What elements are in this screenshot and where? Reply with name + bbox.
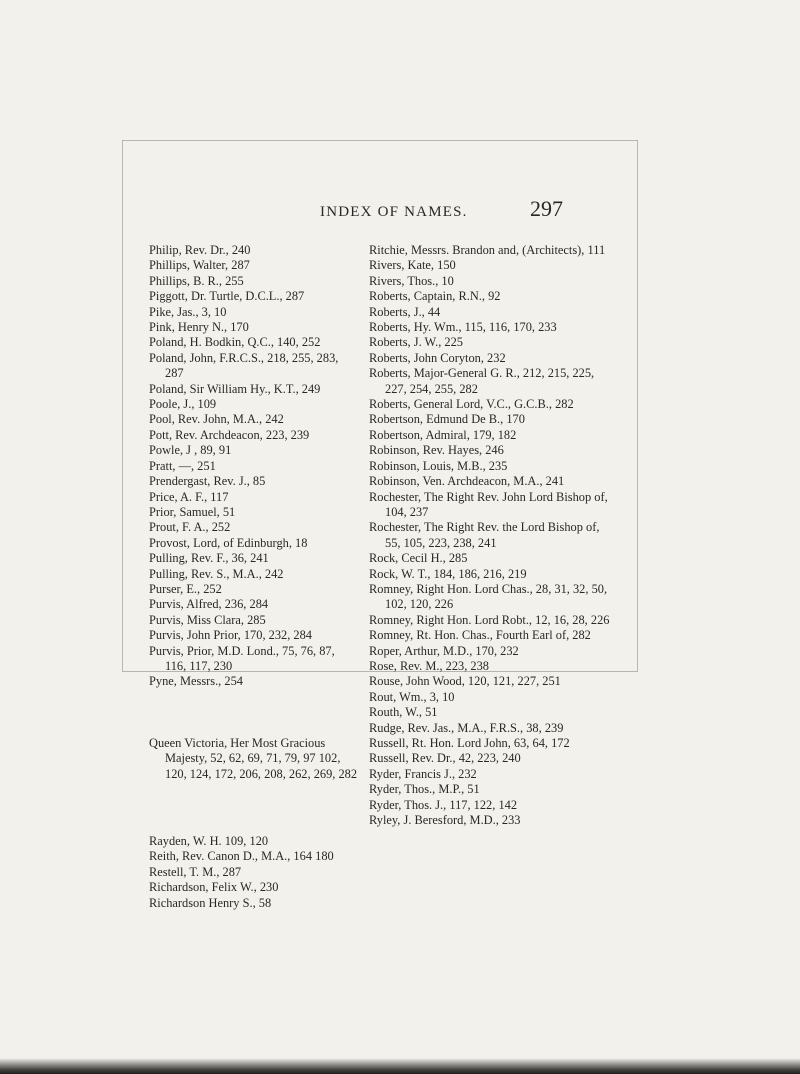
- index-entry: Philip, Rev. Dr., 240: [149, 243, 251, 257]
- index-entry: Purvis, Alfred, 236, 284: [149, 597, 269, 612]
- index-entry: Roberts, Captain, R.N., 92: [369, 289, 501, 304]
- index-entry: Ryder, Thos., M.P., 51: [369, 782, 480, 797]
- index-entry: Purvis, Prior, M.D. Lond., 75, 76, 87, 116, 117, 230: [149, 643, 335, 673]
- page-header: [0, 196, 800, 230]
- index-entry: Roberts, J. W., 225: [369, 335, 463, 350]
- index-entry: Roberts, General Lord, V.C., G.C.B., 282: [369, 397, 574, 412]
- index-entry: Russell, Rt. Hon. Lord John, 63, 64, 172: [369, 736, 570, 750]
- index-entry: Routh, W., 51: [369, 705, 438, 720]
- index-entry: Queen Victoria, Her Most Gracious Majesty, 52, 62, 69, 71, 79, 97 102, 120, 124, 172, 206, 208, 262, 269, 282: [149, 735, 358, 781]
- index-entry: Poland, Sir William Hy., K.T., 249: [149, 381, 321, 396]
- index-entry: Price, A. F., 117: [149, 489, 229, 504]
- index-entry: Romney, Right Hon. Lord Chas., 28, 31, 32, 50, 102, 120, 226: [369, 581, 608, 612]
- index-entry: Prout, F. A., 252: [149, 520, 231, 535]
- index-entry: Pyne, Messrs., 254: [149, 674, 243, 689]
- index-entry: Rudge, Rev. Jas., M.A., F.R.S., 38, 239: [369, 720, 564, 735]
- index-entry: Rochester, The Right Rev. John Lord Bishop of, 104, 237: [369, 489, 608, 519]
- index-entry: Roberts, Major-General G. R., 212, 215, 225, 227, 254, 255, 282: [369, 366, 595, 396]
- index-entry: Ryley, J. Beresford, M.D., 233: [369, 813, 521, 828]
- index-entry: Rose, Rev. M., 223, 238: [369, 658, 490, 673]
- index-title: INDEX OF NAMES.: [320, 204, 468, 220]
- index-entry: Purvis, Miss Clara, 285: [149, 612, 266, 627]
- index-entry: Rock, Cecil H., 285: [369, 551, 468, 566]
- index-entry: Rivers, Thos., 10: [369, 273, 454, 288]
- left-column: [149, 243, 359, 911]
- index-entry: Roberts, John Coryton, 232: [369, 350, 506, 365]
- index-entry: Provost, Lord, of Edinburgh, 18: [149, 535, 308, 550]
- index-entry: Ryder, Francis J., 232: [369, 766, 477, 781]
- index-entry: Poole, J., 109: [149, 397, 217, 412]
- index-entry: Russell, Rev. Dr., 42, 223, 240: [369, 751, 521, 766]
- index-entry: Poland, H. Bodkin, Q.C., 140, 252: [149, 335, 321, 350]
- index-entry: Romney, Rt. Hon. Chas., Fourth Earl of, 282: [369, 628, 591, 643]
- index-entry: Piggott, Dr. Turtle, D.C.L., 287: [149, 289, 305, 304]
- left-group-p: [149, 243, 359, 690]
- index-entry: Rouse, John Wood, 120, 121, 227, 251: [369, 674, 561, 689]
- index-entry: Richardson Henry S., 58: [149, 895, 272, 910]
- index-entry: Roper, Arthur, M.D., 170, 232: [369, 643, 519, 658]
- index-entry: Prior, Samuel, 51: [149, 504, 236, 519]
- index-entry: Purser, E., 252: [149, 581, 222, 596]
- index-entry: Robertson, Admiral, 179, 182: [369, 427, 517, 442]
- index-entry: Pulling, Rev. F., 36, 241: [149, 551, 269, 566]
- index-entry: Rivers, Kate, 150: [369, 258, 456, 273]
- index-entry: Robinson, Rev. Hayes, 246: [369, 443, 504, 458]
- index-entry: Pulling, Rev. S., M.A., 242: [149, 566, 284, 581]
- index-entry: Romney, Right Hon. Lord Robt., 12, 16, 28, 226: [369, 612, 610, 627]
- spacer: [149, 690, 359, 736]
- index-entry: Pike, Jas., 3, 10: [149, 304, 227, 319]
- index-entry: Reith, Rev. Canon D., M.A., 164 180: [149, 849, 334, 864]
- index-entry: Restell, T. M., 287: [149, 864, 242, 879]
- index-entry: Pink, Henry N., 170: [149, 320, 249, 335]
- index-entry: Roberts, J., 44: [369, 304, 441, 319]
- index-entry: Robinson, Louis, M.B., 235: [369, 458, 508, 473]
- index-entry: Phillips, Walter, 287: [149, 258, 250, 273]
- right-column: [369, 243, 614, 828]
- index-entry: Purvis, John Prior, 170, 232, 284: [149, 628, 313, 643]
- index-entry: Richardson, Felix W., 230: [149, 880, 279, 895]
- right-group-r: [369, 243, 614, 828]
- index-entry: Rock, W. T., 184, 186, 216, 219: [369, 566, 527, 581]
- index-entry: Poland, John, F.R.C.S., 218, 255, 283, 287: [149, 350, 339, 381]
- index-entry: Robertson, Edmund De B., 170: [369, 412, 525, 427]
- index-entry: Phillips, B. R., 255: [149, 273, 244, 288]
- index-entry: Powle, J , 89, 91: [149, 443, 232, 458]
- index-entry: Pott, Rev. Archdeacon, 223, 239: [149, 427, 310, 442]
- scan-shadow-edge: [0, 1058, 800, 1074]
- left-group-r: [149, 834, 359, 911]
- left-group-q: [149, 736, 359, 782]
- index-entry: Ryder, Thos. J., 117, 122, 142: [369, 797, 518, 812]
- index-entry: Rout, Wm., 3, 10: [369, 689, 455, 704]
- index-entry: Roberts, Hy. Wm., 115, 116, 170, 233: [369, 320, 557, 335]
- index-entry: Prendergast, Rev. J., 85: [149, 474, 266, 489]
- index-entry: Ritchie, Messrs. Brandon and, (Architects), 111: [369, 243, 606, 257]
- index-entry: Rochester, The Right Rev. the Lord Bishop of, 55, 105, 223, 238, 241: [369, 520, 600, 550]
- spacer: [149, 782, 359, 834]
- index-entry: Robinson, Ven. Archdeacon, M.A., 241: [369, 474, 565, 489]
- index-entry: Pratt, —, 251: [149, 458, 216, 473]
- index-entry: Pool, Rev. John, M.A., 242: [149, 412, 284, 427]
- index-entry: Rayden, W. H. 109, 120: [149, 834, 269, 848]
- page-number: 297: [530, 196, 563, 221]
